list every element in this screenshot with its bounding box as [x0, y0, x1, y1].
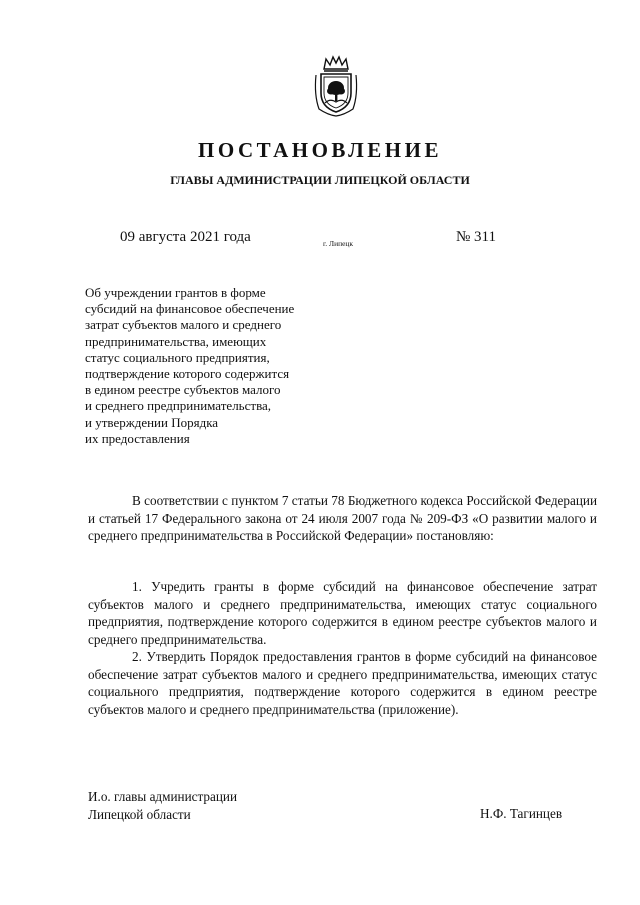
- document-city: г. Липецк: [323, 239, 354, 248]
- resolution-item-2: 2. Утвердить Порядок предоставления грантов в форме субсидий на финансовое обеспечение затрат субъектов малого и среднего предпринимательства, имеющих статус социального предприятия, подтверждение которого содержится в едином реестре субъектов малого и среднего предпринимательства (приложение).: [88, 649, 597, 718]
- coat-of-arms-icon: [313, 55, 359, 117]
- signer-position-line: Липецкой области: [88, 806, 191, 822]
- signer-name: Н.Ф. Тагинцев: [480, 806, 563, 821]
- document-subject: [85, 285, 345, 447]
- subject-line: статус социального предприятия,: [85, 349, 270, 365]
- subject-line: и среднего предпринимательства,: [85, 398, 272, 414]
- signer-position: [88, 788, 237, 823]
- resolution-item-1: 1. Учредить гранты в форме субсидий на финансовое обеспечение затрат субъектов малого и среднего предпринимательства, имеющих статус социального предприятия, подтверждение которого содержится в едином реестре субъектов малого и среднего предпринимательства.: [88, 579, 597, 648]
- subject-line: их предоставления: [85, 430, 190, 446]
- subject-line: подтверждение которого содержится: [85, 366, 290, 382]
- document-date: 09 августа 2021 года: [120, 229, 251, 245]
- signer-position-line: И.о. главы администрации: [88, 789, 238, 804]
- document-number: № 311: [456, 229, 497, 245]
- subject-line: предпринимательства, имеющих: [85, 333, 267, 349]
- subject-line: субсидий на финансовое обеспечение: [85, 301, 295, 317]
- issuing-authority: ГЛАВЫ АДМИНИСТРАЦИИ ЛИПЕЦКОЙ ОБЛАСТИ: [170, 173, 470, 187]
- subject-line: затрат субъектов малого и среднего: [85, 317, 282, 333]
- preamble-paragraph: В соответствии с пунктом 7 статьи 78 Бюджетного кодекса Российской Федерации и статьей 17 Федерального закона от 24 июля 2007 года № 209-ФЗ «О развитии малого и среднего предпринимательства в Российской Федерации» постановляю:: [88, 493, 597, 544]
- subject-line: и утверждении Порядка: [85, 414, 219, 430]
- subject-line: Об учреждении грантов в форме: [85, 285, 266, 300]
- document-title: ПОСТАНОВЛЕНИЕ: [198, 138, 442, 162]
- subject-line: в едином реестре субъектов малого: [85, 382, 281, 398]
